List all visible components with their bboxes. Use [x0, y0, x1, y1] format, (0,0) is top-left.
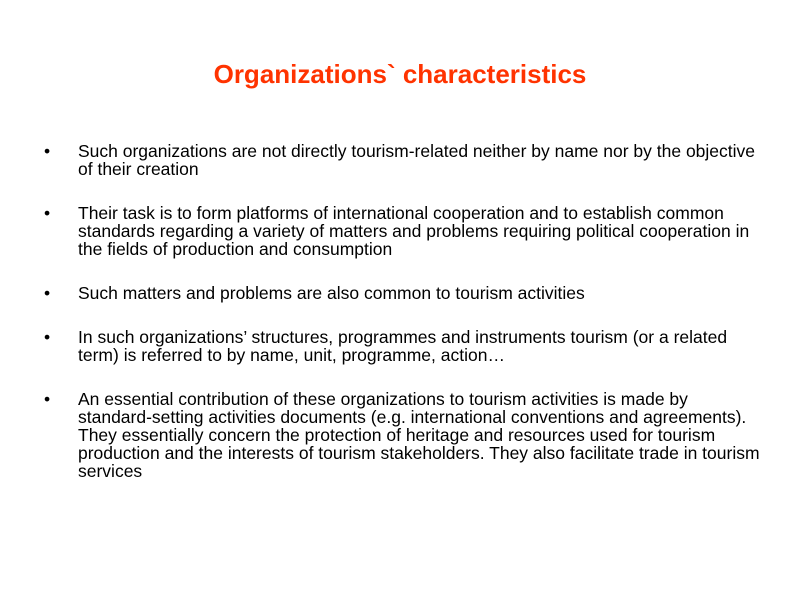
- bullet-marker: •: [44, 283, 51, 303]
- bullet-text: In such organizations’ structures, programmes and instruments tourism (or a related term) is referred to by name, unit, programme, action…: [78, 327, 728, 365]
- slide-title: Organizations` characteristics: [213, 59, 587, 89]
- bullet-item: [44, 284, 764, 302]
- bullet-marker: •: [44, 327, 51, 347]
- bullet-marker: •: [44, 141, 51, 161]
- bullet-text: Such matters and problems are also common to tourism activities: [78, 283, 585, 303]
- bullet-text: Such organizations are not directly tourism-related neither by name nor by the objective of their creation: [78, 141, 756, 179]
- bullet-list: [44, 142, 764, 506]
- bullet-text: Their task is to form platforms of international cooperation and to establish common standards regarding a variety of matters and problems requiring political cooperation in the fields of production and consumption: [78, 203, 750, 259]
- bullet-item: [44, 390, 764, 480]
- bullet-item: [44, 204, 764, 258]
- bullet-item: [44, 328, 764, 364]
- bullet-text: An essential contribution of these organizations to tourism activities is made by standard-setting activities documents (e.g. international conventions and agreements). They essentially concern the protection of heritage and resources used for tourism production and the interests of tourism stakeholders. They also facilitate trade in tourism services: [78, 389, 760, 481]
- bullet-marker: •: [44, 389, 51, 409]
- bullet-item: [44, 142, 764, 178]
- bullet-marker: •: [44, 203, 51, 223]
